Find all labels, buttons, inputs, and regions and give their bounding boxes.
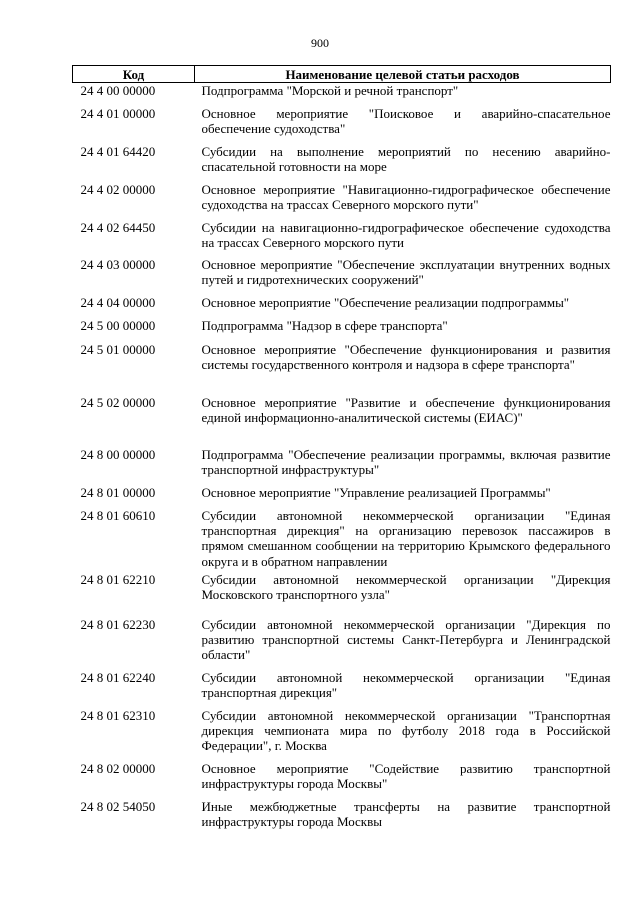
table-row	[73, 670, 611, 708]
row-name: Субсидии автономной некоммерческой организации "Единая транспортная дирекция"	[201, 669, 611, 700]
table-row	[73, 617, 611, 670]
row-name: Основное мероприятие "Обеспечение эксплуатации внутренних водных путей и гидротехнических сооружений"	[201, 256, 611, 287]
row-name: Субсидии на выполнение мероприятий по несению аварийно-спасательной готовности на море	[201, 143, 611, 174]
row-name: Основное мероприятие "Обеспечение реализации подпрограммы"	[201, 294, 570, 310]
table-row	[73, 708, 611, 761]
table-header-row	[73, 66, 611, 83]
table-row	[73, 257, 611, 295]
page-number: 900	[311, 36, 329, 50]
row-code: 24 4 04 00000	[80, 294, 156, 310]
row-code: 24 4 00 00000	[80, 83, 156, 98]
row-name: Субсидии автономной некоммерческой организации "Дирекция Московского транспортного узла"	[201, 571, 611, 602]
header-code: Код	[73, 66, 195, 83]
row-code: 24 8 02 00000	[80, 760, 156, 776]
row-code: 24 8 00 00000	[80, 446, 156, 462]
row-name: Основное мероприятие "Поисковое и аварийно-спасательное обеспечение судоходства"	[201, 105, 611, 136]
table-row	[73, 342, 611, 395]
table-row	[73, 799, 611, 837]
table-row	[73, 485, 611, 508]
row-code: 24 8 01 00000	[80, 484, 156, 500]
table-row	[73, 395, 611, 447]
row-code: 24 4 01 64420	[80, 143, 156, 159]
table-row	[73, 220, 611, 257]
row-code: 24 8 02 54050	[80, 798, 156, 814]
target-articles-table	[72, 65, 611, 837]
row-name: Субсидии автономной некоммерческой организации "Транспортная дирекция чемпионата мира по футболу 2018 года в Российской Федерации", г. Москва	[201, 707, 611, 754]
row-name: Основное мероприятие "Управление реализацией Программы"	[201, 484, 551, 500]
row-name: Иные межбюджетные трансферты на развитие транспортной инфраструктуры города Москвы	[201, 798, 611, 829]
header-name: Наименование целевой статьи расходов	[195, 66, 611, 83]
row-name: Подпрограмма "Обеспечение реализации программы, включая развитие транспортной инфраструктуры"	[201, 446, 611, 477]
row-name: Основное мероприятие "Содействие развитию транспортной инфраструктуры города Москвы"	[201, 760, 611, 791]
row-code: 24 8 01 60610	[80, 507, 156, 523]
row-code: 24 8 01 62240	[80, 669, 156, 685]
row-code: 24 5 00 00000	[80, 317, 156, 333]
table-row	[73, 508, 611, 572]
table-row	[73, 182, 611, 220]
row-code: 24 4 03 00000	[80, 256, 156, 272]
row-code: 24 5 02 00000	[80, 394, 156, 410]
row-name: Основное мероприятие "Развитие и обеспечение функционирования единой информационно-аналитической системы (ЕИАС)"	[201, 394, 611, 425]
table-row	[73, 144, 611, 182]
row-code: 24 4 02 00000	[80, 181, 156, 197]
row-code: 24 8 01 62230	[80, 616, 156, 632]
table-row	[73, 106, 611, 144]
table-row	[73, 295, 611, 318]
table-row	[73, 761, 611, 799]
row-code: 24 4 02 64450	[80, 219, 156, 235]
row-name: Субсидии автономной некоммерческой организации "Дирекция по развитию транспортной системы Санкт-Петербурга и Ленинградской области"	[201, 616, 611, 663]
row-name: Основное мероприятие "Навигационно-гидрографическое обеспечение судоходства на трассах Северного морского пути"	[201, 181, 611, 212]
row-code: 24 4 01 00000	[80, 105, 156, 121]
table-row	[73, 318, 611, 342]
row-code: 24 8 01 62210	[80, 571, 156, 587]
row-name: Субсидии автономной некоммерческой организации "Единая транспортная дирекция" на организацию перевозок пассажиров в прямом смешанном сообщении на территорию Крымского федерального округа и в обратном направлении	[201, 507, 611, 569]
table-row	[73, 572, 611, 617]
row-name: Подпрограмма "Надзор в сфере транспорта"	[201, 317, 448, 333]
row-name: Подпрограмма "Морской и речной транспорт"	[201, 83, 459, 98]
row-code: 24 5 01 00000	[80, 341, 156, 357]
table-row	[73, 83, 611, 106]
row-name: Основное мероприятие "Обеспечение функционирования и развития системы государственного контроля и надзора в сфере транспорта"	[201, 341, 611, 372]
row-name: Субсидии на навигационно-гидрографическое обеспечение судоходства на трассах Северного морского пути	[201, 219, 611, 250]
row-code: 24 8 01 62310	[80, 707, 156, 723]
table-row	[73, 447, 611, 485]
